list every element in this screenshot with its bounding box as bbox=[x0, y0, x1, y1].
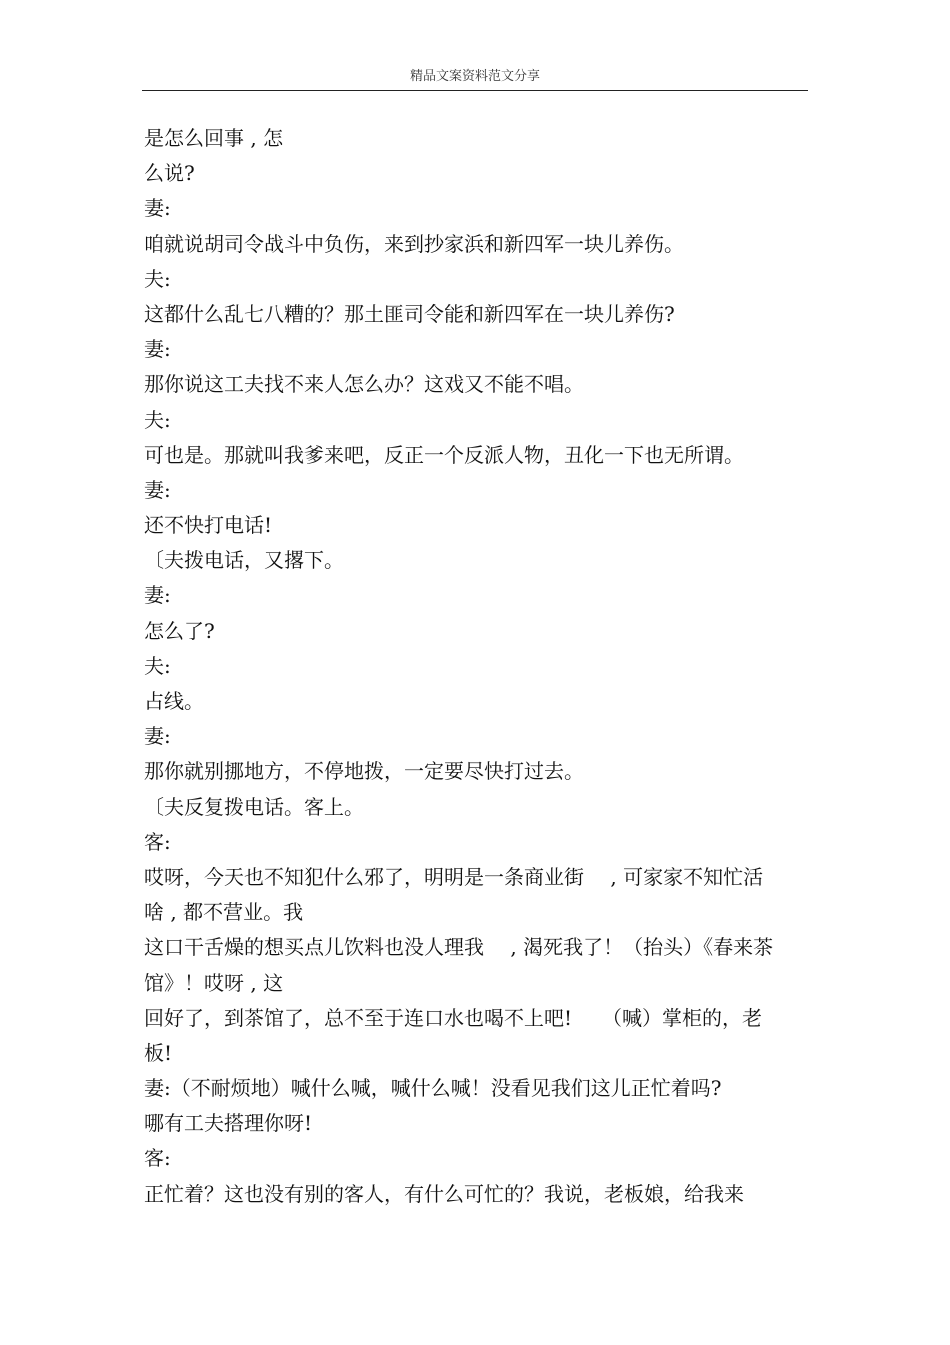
text-line: 咱就说胡司令战斗中负伤，来到抄家浜和新四军一块儿养伤。 bbox=[144, 231, 684, 256]
speaker-label: 妻: bbox=[144, 724, 171, 749]
script-body bbox=[144, 121, 814, 1212]
text-line: 那你说这工夫找不来人怎么办？这戏又不能不唱。 bbox=[144, 372, 584, 397]
text-line: 是怎么回事 , 怎 bbox=[144, 126, 284, 150]
text-line: 回好了，到茶馆了，总不至于连口水也喝不上吧! （喊）掌柜的，老 bbox=[144, 1005, 763, 1030]
text-line: 正忙着？这也没有别的客人，有什么可忙的？我说，老板娘，给我来 bbox=[144, 1181, 744, 1206]
speaker-label: 客: bbox=[144, 829, 171, 854]
text-line: 哪有工夫搭理你呀! bbox=[144, 1111, 313, 1136]
stage-direction: 〔夫反复拨电话。客上。 bbox=[144, 794, 364, 819]
text-line: 还不快打电话! bbox=[144, 513, 273, 538]
text-line: 可也是。那就叫我爹来吧，反正一个反派人物，丑化一下也无所谓。 bbox=[144, 442, 744, 467]
speaker-label: 妻: bbox=[144, 196, 171, 221]
text-line: 那你就别挪地方，不停地拨，一定要尽快打过去。 bbox=[144, 759, 584, 784]
speaker-label: 夫: bbox=[144, 266, 171, 291]
text-line: 板! bbox=[144, 1040, 173, 1065]
speaker-label: 妻: bbox=[144, 583, 171, 608]
text-line: 妻:（不耐烦地）喊什么喊，喊什么喊！没看见我们这儿正忙着吗? bbox=[144, 1076, 722, 1101]
speaker-label: 妻: bbox=[144, 477, 171, 502]
header-title: 精品文案资料范文分享 bbox=[409, 69, 540, 84]
page-header bbox=[142, 66, 808, 91]
speaker-label: 客: bbox=[144, 1146, 171, 1171]
text-line: 馆》！哎呀 , 这 bbox=[144, 970, 284, 995]
text-line: 哎呀，今天也不知犯什么邪了，明明是一条商业街 , 可家家不知忙活 bbox=[144, 864, 764, 889]
text-line: 占线。 bbox=[144, 689, 204, 713]
text-line: 这都什么乱七八糟的？那土匪司令能和新四军在一块儿养伤? bbox=[144, 301, 675, 326]
text-line: 么说? bbox=[144, 161, 195, 186]
stage-direction: 〔夫拨电话，又撂下。 bbox=[144, 548, 344, 573]
speaker-label: 妻: bbox=[144, 337, 171, 362]
text-line: 啥 , 都不营业。我 bbox=[144, 900, 304, 925]
text-line: 怎么了? bbox=[144, 618, 215, 643]
speaker-label: 夫: bbox=[144, 407, 171, 432]
speaker-label: 夫: bbox=[144, 653, 171, 678]
text-line: 这口干舌燥的想买点儿饮料也没人理我 , 渴死我了！（抬头）《春来茶 bbox=[144, 935, 774, 960]
